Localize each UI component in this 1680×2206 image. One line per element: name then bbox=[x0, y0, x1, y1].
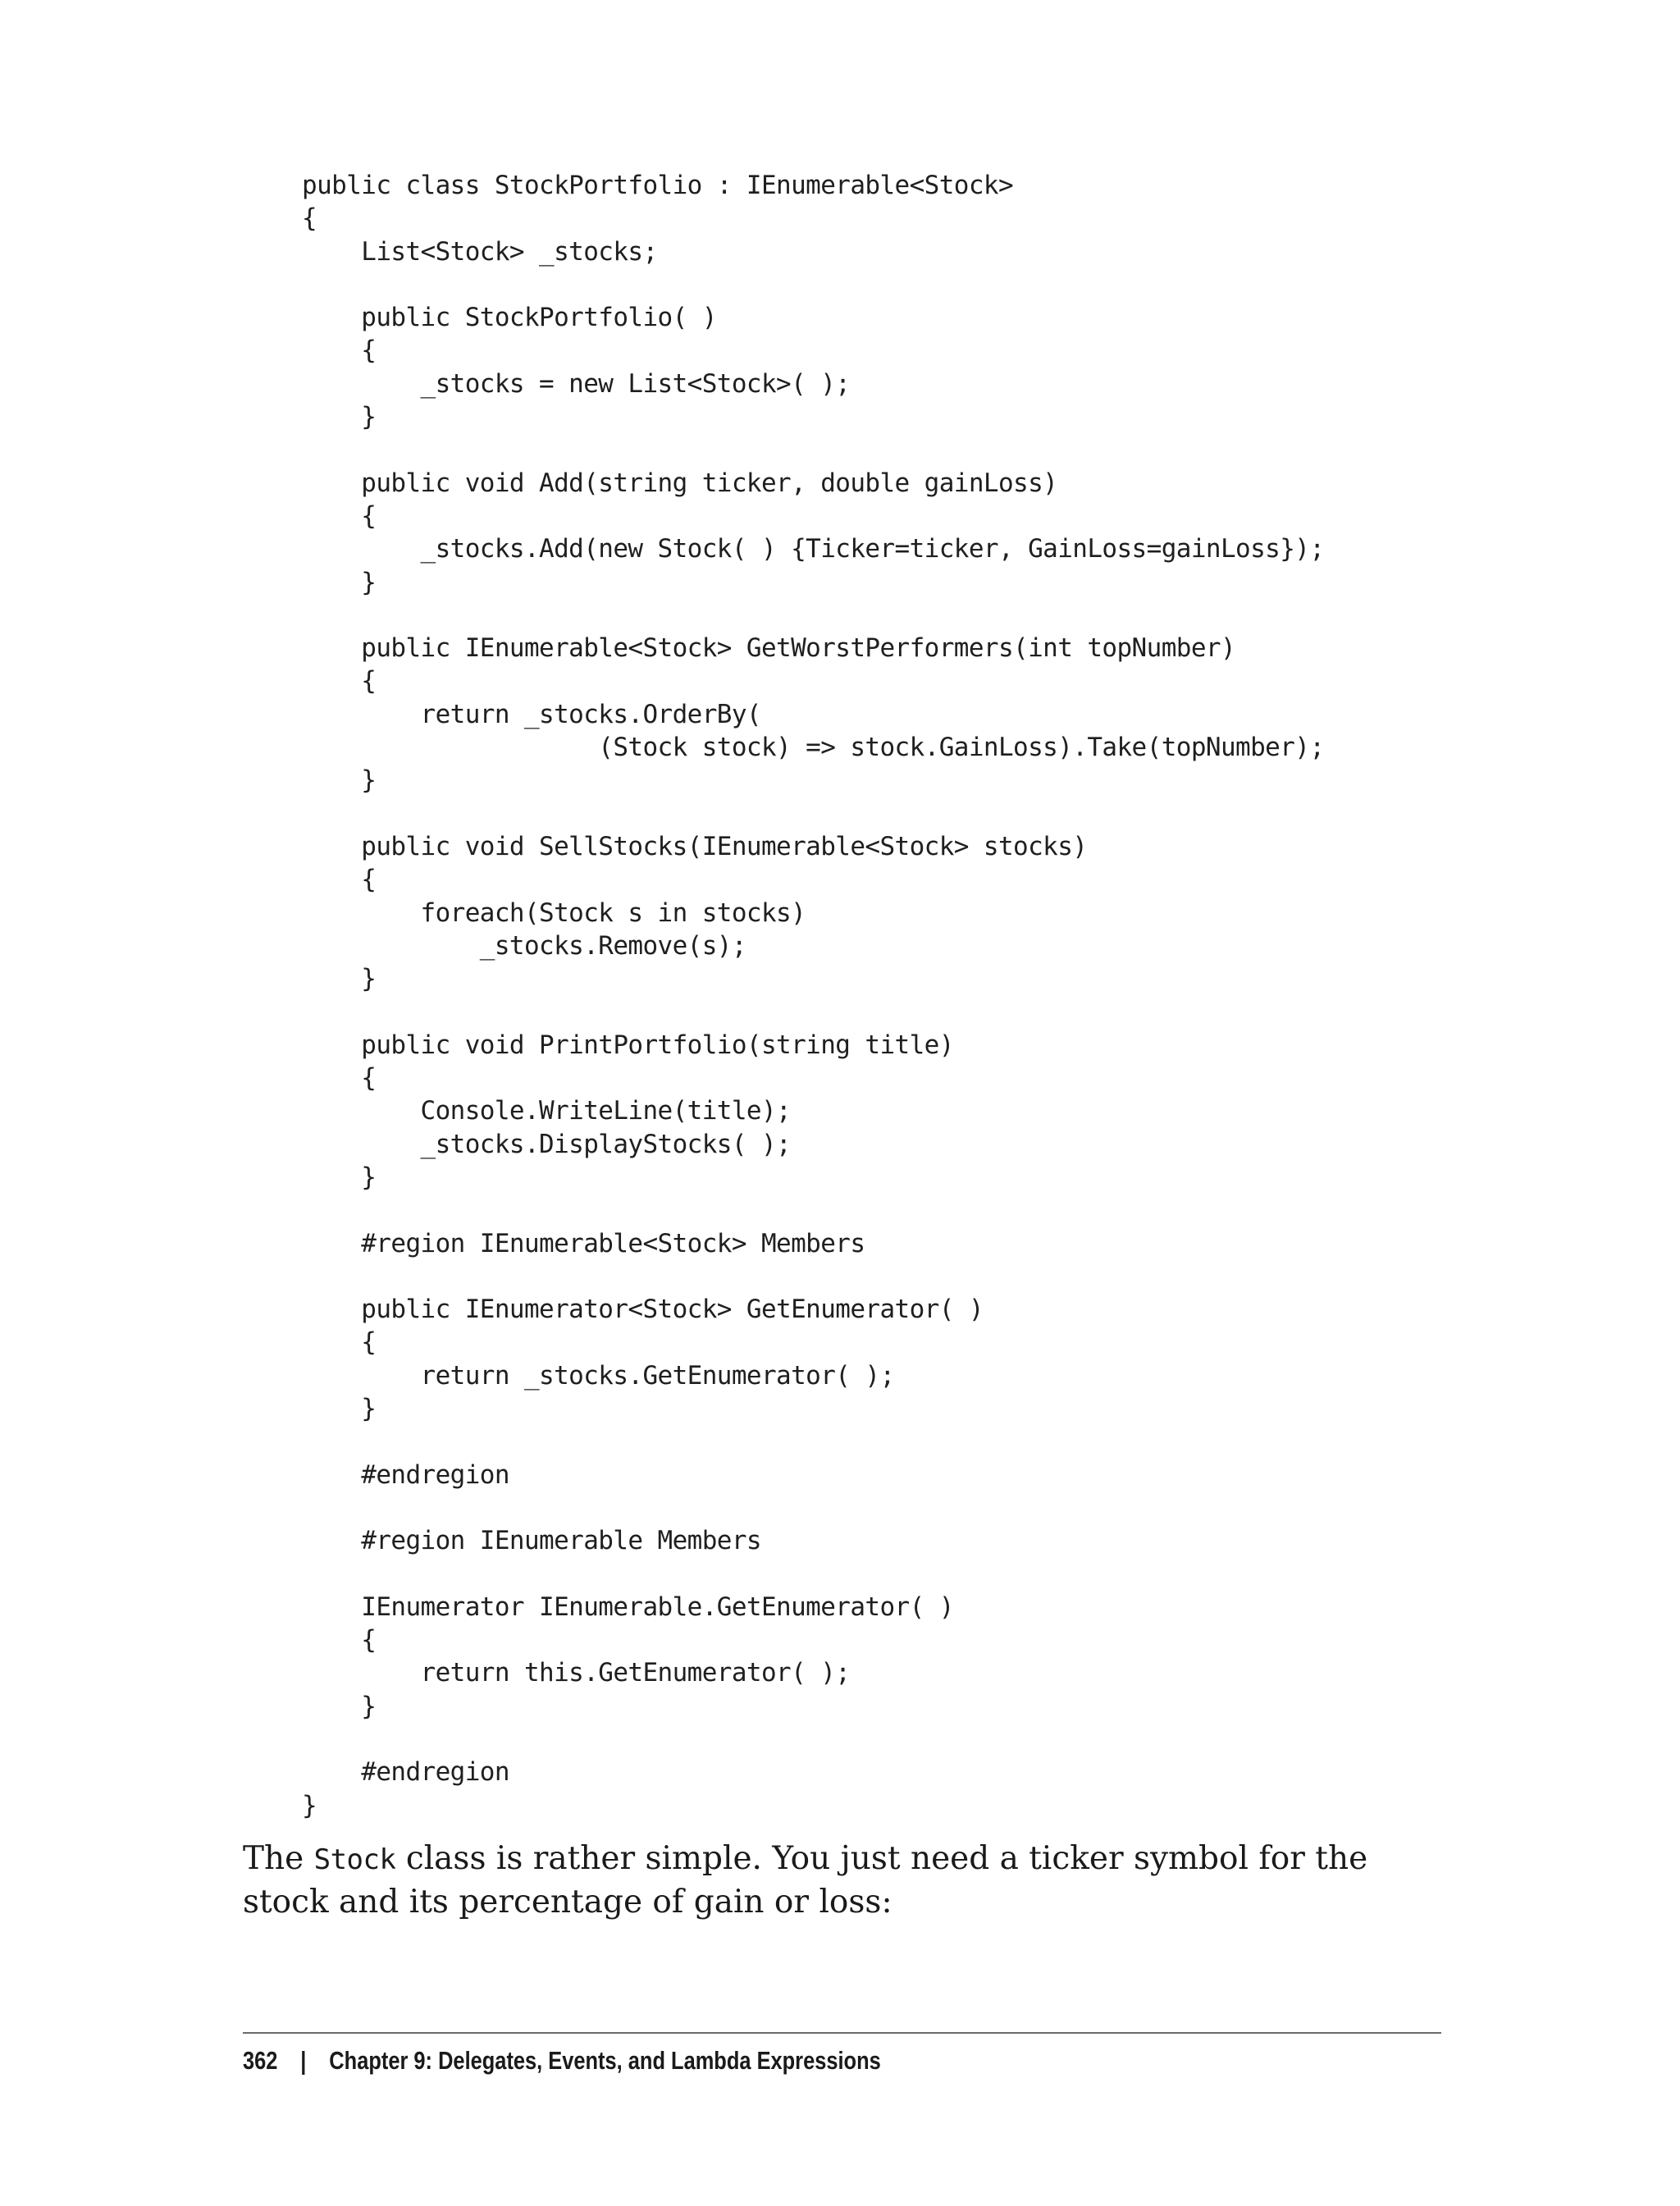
code-line: } bbox=[302, 765, 377, 796]
code-line: public void SellStocks(IEnumerable<Stock> stocks) bbox=[302, 831, 1088, 861]
code-line bbox=[302, 797, 1324, 830]
code-line bbox=[302, 1194, 1324, 1226]
code-line: IEnumerator IEnumerable.GetEnumerator( ) bbox=[302, 1592, 954, 1622]
code-line: _stocks.Add(new Stock( ) {Ticker=ticker, GainLoss=gainLoss}); bbox=[302, 534, 1325, 564]
paragraph-text-after: class is rather simple. You just need a ticker symbol for the stock and its percentage of gain or loss: bbox=[243, 1840, 1368, 1921]
code-line: return _stocks.OrderBy( bbox=[302, 699, 761, 729]
code-line: (Stock stock) => stock.GainLoss).Take(topNumber); bbox=[302, 733, 1325, 763]
code-line: public void Add(string ticker, double gainLoss) bbox=[302, 468, 1058, 498]
code-line bbox=[302, 1557, 1324, 1590]
code-line bbox=[302, 599, 1324, 632]
inline-code-stock: Stock bbox=[313, 1843, 396, 1876]
code-line bbox=[302, 433, 1324, 466]
code-line: List<Stock> _stocks; bbox=[302, 236, 658, 267]
code-line: return this.GetEnumerator( ); bbox=[302, 1658, 851, 1688]
chapter-title: Chapter 9: Delegates, Events, and Lambda Expressions bbox=[329, 2046, 881, 2075]
code-line: } bbox=[302, 1393, 377, 1423]
code-line: { bbox=[302, 1327, 377, 1358]
code-line: { bbox=[302, 1063, 377, 1094]
code-line: public void PrintPortfolio(string title) bbox=[302, 1030, 954, 1060]
body-paragraph bbox=[243, 1838, 1440, 1924]
page-number: 362 bbox=[243, 2046, 278, 2075]
code-line: #region IEnumerable Members bbox=[302, 1526, 761, 1556]
code-line: #endregion bbox=[302, 1459, 509, 1490]
code-line: { bbox=[302, 865, 377, 895]
code-line bbox=[302, 1723, 1324, 1756]
code-line: } bbox=[302, 1162, 377, 1192]
code-line bbox=[302, 1425, 1324, 1458]
code-line: _stocks.DisplayStocks( ); bbox=[302, 1129, 792, 1159]
code-line: #region IEnumerable<Stock> Members bbox=[302, 1228, 865, 1258]
code-line: _stocks.Remove(s); bbox=[302, 930, 746, 961]
code-line: } bbox=[302, 964, 377, 994]
paragraph-text-before: The bbox=[243, 1840, 314, 1877]
code-line bbox=[302, 1260, 1324, 1293]
footer-separator: | bbox=[300, 2046, 307, 2075]
code-line: public IEnumerator<Stock> GetEnumerator( ) bbox=[302, 1295, 984, 1325]
code-listing bbox=[302, 169, 1324, 1822]
code-line: { bbox=[302, 500, 377, 531]
code-line: } bbox=[302, 1691, 377, 1721]
code-line: return _stocks.GetEnumerator( ); bbox=[302, 1360, 895, 1391]
code-line: foreach(Stock s in stocks) bbox=[302, 897, 806, 928]
code-line: public StockPortfolio( ) bbox=[302, 303, 717, 333]
code-line bbox=[302, 1491, 1324, 1524]
code-line: public IEnumerable<Stock> GetWorstPerformers(int topNumber) bbox=[302, 633, 1236, 664]
code-line: public class StockPortfolio : IEnumerable<Stock> bbox=[302, 171, 1014, 200]
code-line: } bbox=[302, 402, 377, 432]
code-line: } bbox=[302, 567, 377, 597]
footer-divider bbox=[243, 2032, 1441, 2034]
code-line: #endregion bbox=[302, 1757, 509, 1788]
code-line: { bbox=[302, 203, 317, 234]
code-line: { bbox=[302, 1625, 377, 1656]
code-line: { bbox=[302, 666, 377, 697]
code-line: { bbox=[302, 336, 377, 366]
code-line bbox=[302, 995, 1324, 1028]
code-line: Console.WriteLine(title); bbox=[302, 1096, 792, 1126]
page-footer bbox=[243, 2043, 881, 2079]
code-line: _stocks = new List<Stock>( ); bbox=[302, 368, 851, 399]
code-line bbox=[302, 268, 1324, 301]
code-line: } bbox=[302, 1790, 317, 1820]
